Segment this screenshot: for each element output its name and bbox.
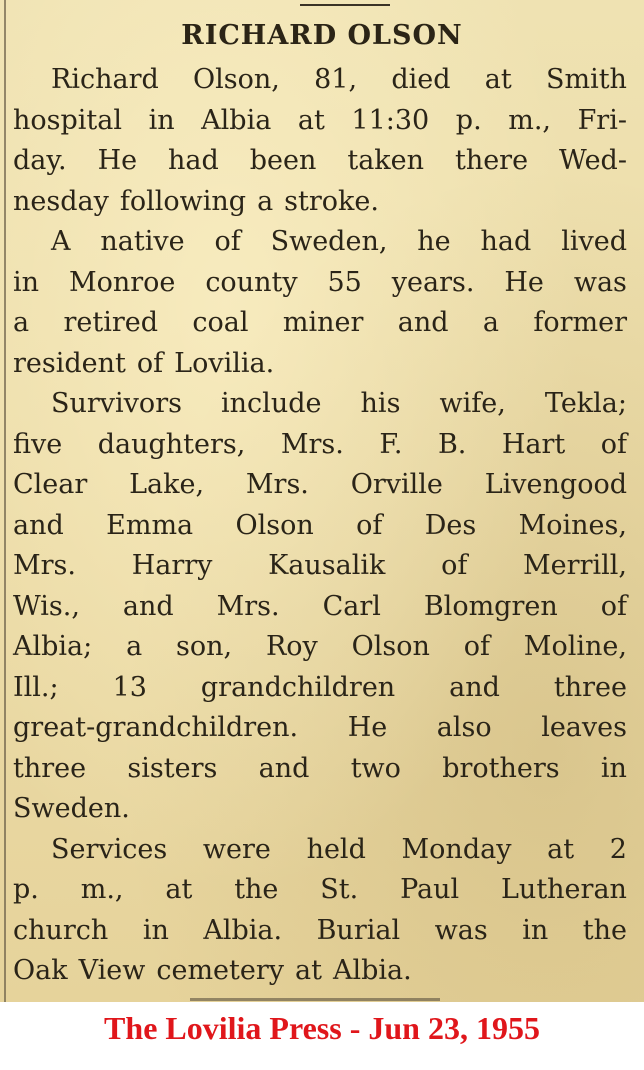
text-line	[13, 951, 627, 992]
word: Albia;	[13, 631, 93, 662]
word: of	[441, 550, 468, 581]
text-line	[13, 749, 627, 790]
word: taken	[347, 145, 425, 176]
word: Livengood	[484, 469, 627, 500]
word: in	[142, 914, 169, 946]
text-line	[13, 303, 627, 344]
word: former	[533, 307, 627, 338]
word: Harry	[131, 550, 213, 581]
word: Albia	[201, 104, 272, 136]
word: Tekla;	[544, 388, 627, 419]
word: Merrill,	[523, 550, 627, 581]
word: of	[214, 226, 241, 257]
word: Burial	[316, 914, 401, 946]
word: three	[13, 752, 87, 784]
word: Smith	[545, 64, 627, 95]
word: resident	[13, 347, 126, 379]
word: Lutheran	[501, 874, 627, 905]
word: two	[350, 752, 401, 784]
word: and	[258, 752, 310, 784]
word: m.,	[80, 874, 124, 905]
word: had	[168, 145, 219, 176]
text-line	[13, 182, 627, 223]
word: held	[306, 833, 366, 865]
word: Orville	[350, 469, 443, 500]
text-line	[13, 627, 627, 668]
word: Oak	[13, 955, 68, 986]
word: county	[205, 266, 298, 298]
word: Richard	[51, 64, 159, 95]
word: at	[165, 874, 193, 905]
word: Des	[424, 509, 477, 541]
word: Mrs.	[280, 428, 344, 460]
text-line	[13, 546, 627, 587]
word: A	[51, 226, 71, 257]
word: Sweden.	[13, 793, 130, 824]
word: F.	[379, 428, 403, 460]
text-line	[13, 506, 627, 547]
text-line	[13, 830, 627, 871]
word: Paul	[400, 874, 460, 905]
word: of	[600, 428, 627, 460]
word: Olson	[235, 509, 314, 541]
word: Fri-	[577, 104, 627, 136]
word: of	[463, 631, 490, 662]
word: miner	[282, 307, 364, 338]
word: day.	[13, 145, 67, 176]
text-line	[13, 263, 627, 304]
word: of	[136, 347, 164, 379]
word: lived	[561, 226, 627, 257]
text-line	[13, 708, 627, 749]
word: at	[547, 833, 575, 865]
word: great-grandchildren.	[13, 712, 299, 743]
word: was	[434, 914, 488, 946]
text-line	[13, 668, 627, 709]
word: Wis.,	[13, 590, 80, 622]
word: sisters	[127, 752, 218, 784]
word: was	[573, 266, 627, 298]
word: in	[600, 752, 627, 784]
word: years.	[391, 266, 475, 298]
word: Lake,	[129, 469, 205, 500]
word: 11:30	[351, 104, 430, 136]
obituary-headline: RICHARD OLSON	[181, 20, 463, 51]
word: Mrs.	[216, 590, 280, 622]
bottom-rule	[190, 998, 440, 1001]
word: he	[417, 226, 451, 257]
word: Blomgren	[423, 590, 558, 622]
word: a	[482, 307, 499, 338]
text-line	[13, 222, 627, 263]
text-line	[13, 101, 627, 142]
word: Olson	[351, 631, 430, 662]
word: Monday	[401, 833, 512, 865]
word: a	[257, 185, 274, 217]
word: Wed-	[559, 145, 627, 176]
word: at	[484, 64, 512, 95]
word: a	[126, 631, 143, 662]
word: following	[119, 185, 247, 217]
word: nesday	[13, 185, 109, 217]
word: Sweden,	[270, 226, 388, 257]
word: Clear	[13, 469, 88, 500]
word: View	[78, 955, 146, 986]
word: grandchildren	[200, 671, 396, 703]
word: and	[122, 590, 174, 622]
word: Ill.;	[13, 671, 59, 703]
word: St.	[320, 874, 359, 905]
text-line	[13, 344, 627, 385]
word: in	[522, 914, 549, 946]
word: a	[13, 307, 30, 338]
word: p.	[13, 874, 39, 905]
word: He	[504, 266, 544, 298]
word: 13	[112, 671, 147, 703]
word: hospital	[13, 104, 123, 136]
word: Carl	[322, 590, 381, 622]
word: native	[100, 226, 185, 257]
text-line	[13, 587, 627, 628]
word: coal	[192, 307, 249, 338]
word: his	[360, 388, 401, 419]
word: Moline,	[523, 631, 627, 662]
word: the	[582, 914, 627, 946]
word: 81,	[314, 64, 358, 95]
word: Monroe	[68, 266, 176, 298]
text-line	[13, 465, 627, 506]
word: B.	[437, 428, 467, 460]
word: Mrs.	[13, 550, 76, 581]
top-rule	[300, 4, 390, 6]
word: He	[347, 712, 388, 743]
word: and	[13, 509, 64, 541]
word: p.	[455, 104, 482, 136]
word: Mrs.	[245, 469, 309, 500]
word: retired	[63, 307, 159, 338]
word: church	[13, 914, 109, 946]
word: include	[221, 388, 322, 419]
word: at	[295, 955, 322, 986]
word: had	[480, 226, 532, 257]
text-line	[13, 141, 627, 182]
word: cemetery	[156, 955, 285, 986]
word: Olson,	[193, 64, 280, 95]
word: 2	[609, 833, 627, 865]
word: 55	[327, 266, 362, 298]
word: and	[397, 307, 449, 338]
text-line	[13, 60, 627, 101]
word: died	[391, 64, 451, 95]
word: Survivors	[51, 388, 182, 419]
word: wife,	[439, 388, 506, 419]
obituary-body	[13, 60, 627, 992]
text-line	[13, 870, 627, 911]
word: leaves	[541, 712, 627, 743]
text-line	[13, 425, 627, 466]
word: at	[297, 104, 325, 136]
word: daughters,	[97, 428, 246, 460]
column-rule	[4, 0, 6, 1002]
text-line	[13, 789, 627, 830]
word: also	[436, 712, 492, 743]
word: Albia.	[332, 955, 412, 986]
word: there	[454, 145, 529, 176]
word: five	[13, 428, 63, 460]
word: Roy	[265, 631, 318, 662]
word: the	[234, 874, 279, 905]
word: three	[553, 671, 627, 703]
word: Moines,	[518, 509, 627, 541]
word: in	[13, 266, 40, 298]
word: were	[202, 833, 271, 865]
word: of	[356, 509, 383, 541]
word: Kausalik	[268, 550, 386, 581]
word: Albia.	[203, 914, 283, 946]
word: Emma	[106, 509, 194, 541]
word: brothers	[442, 752, 560, 784]
word: stroke.	[284, 185, 379, 217]
word: and	[449, 671, 500, 703]
word: son,	[176, 631, 233, 662]
word: Hart	[501, 428, 566, 460]
source-caption: The Lovilia Press - Jun 23, 1955	[104, 1010, 540, 1046]
word: He	[97, 145, 138, 176]
word: of	[600, 590, 627, 622]
word: Services	[51, 833, 168, 865]
word: m.,	[508, 104, 551, 136]
word: Lovilia.	[174, 347, 275, 379]
word: in	[148, 104, 175, 136]
text-line	[13, 384, 627, 425]
word: been	[249, 145, 317, 176]
text-line	[13, 911, 627, 952]
